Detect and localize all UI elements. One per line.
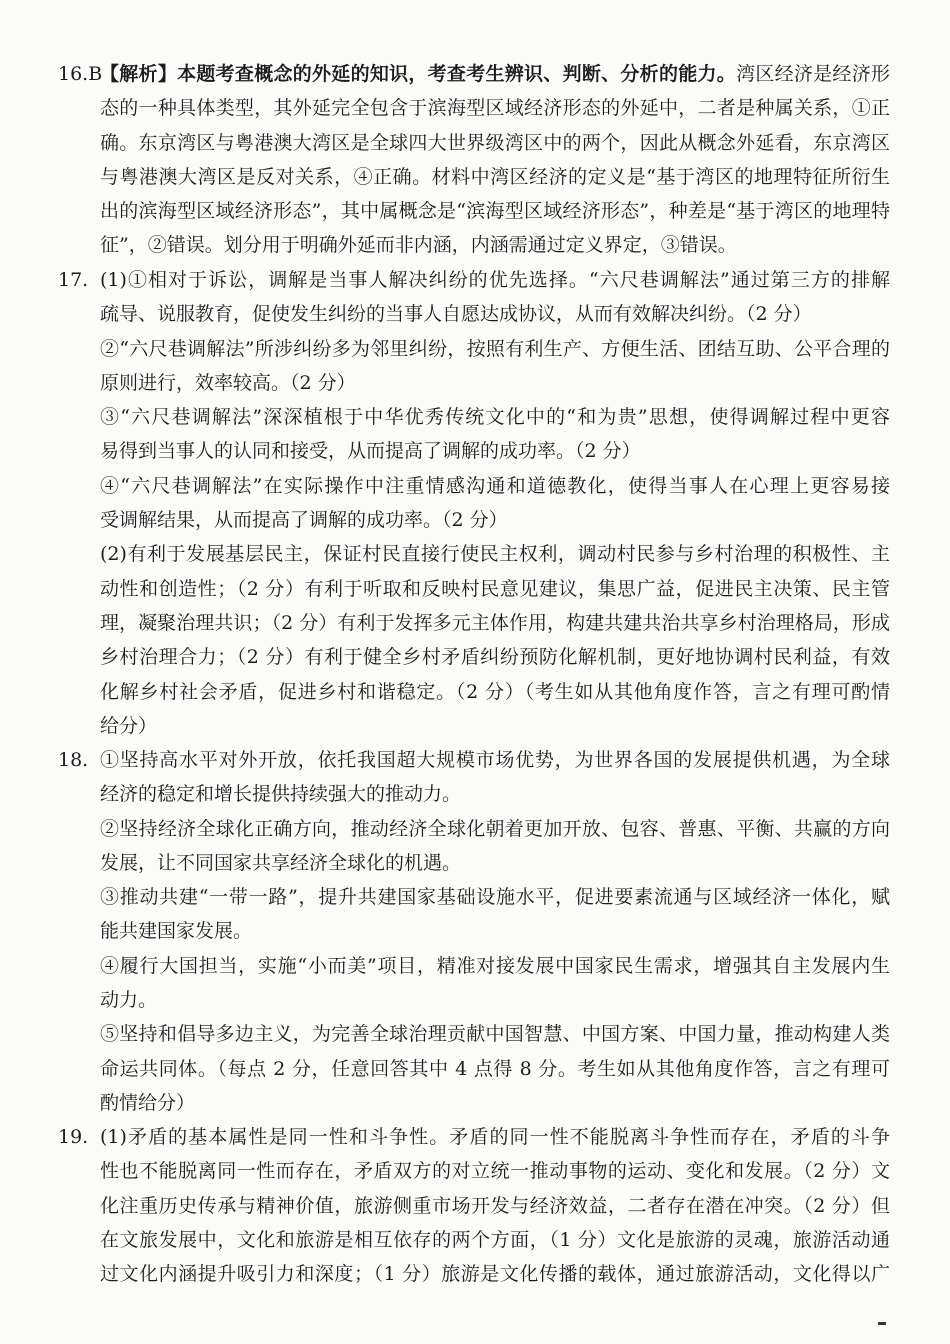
answer-line: 动力。 — [100, 989, 158, 1012]
answer-line: ④履行大国担当，实施“小而美”项目，精准对接发展中国家民生需求，增强其自主发展内生 — [100, 954, 890, 977]
answer-line: (1)矛盾的基本属性是同一性和斗争性。矛盾的同一性不能脱离斗争性而存在，矛盾的斗争 — [100, 1126, 890, 1148]
answer-line: 酌情给分） — [100, 1091, 196, 1114]
answer-line: 理，凝聚治理共识；（2 分）有利于发挥多元主体作用，构建共建共治共享乡村治理格局，形成 — [100, 611, 890, 634]
answer-line: (1)①相对于诉讼，调解是当事人解决纠纷的优先选择。“六尺巷调解法”通过第三方的排解 — [100, 269, 890, 291]
answer-line: 态的一种具体类型，其外延完全包含于滨海型区域经济形态的外延中，二者是种属关系，①正 — [100, 97, 890, 120]
answer-line: 化解乡村社会矛盾，促进乡村和谐稳定。（2 分）（考生如从其他角度作答，言之有理可酌情 — [100, 680, 890, 703]
question-number: 19. — [58, 1126, 89, 1148]
answer-text — [100, 57, 890, 263]
analysis-heading: 【解析】本题考查概念的外延的知识，考查考生辨识、判断、分析的能力。 — [100, 63, 737, 85]
answer-line: 与粤港澳大湾区是反对关系，④正确。材料中湾区经济的定义是“基于湾区的地理特征所衍生 — [100, 165, 890, 188]
answer-line: ②坚持经济全球化正确方向，推动经济全球化朝着更加开放、包容、普惠、平衡、共赢的方向 — [100, 817, 890, 840]
answer-line: 原则进行，效率较高。（2 分） — [100, 371, 356, 394]
question-number: 18. — [58, 749, 89, 771]
answer-line: 性也不能脱离同一性而存在，矛盾双方的对立统一推动事物的运动、变化和发展。（2 分）文 — [100, 1160, 890, 1183]
answer-text — [100, 1120, 890, 1291]
answer-line: 乡村治理合力；（2 分）有利于健全乡村矛盾纠纷预防化解机制，更好地协调村民利益，有效 — [100, 646, 890, 669]
answer-line: 能共建国家发展。 — [100, 920, 253, 943]
answer-line: 经济的稳定和增长提供持续强大的推动力。 — [100, 783, 462, 806]
answer-line: 确。东京湾区与粤港澳大湾区是全球四大世界级湾区中的两个，因此从概念外延看，东京湾区 — [100, 131, 890, 154]
answer-line: ⑤坚持和倡导多边主义，为完善全球治理贡献中国智慧、中国方案、中国力量，推动构建人类 — [100, 1023, 890, 1046]
answer-text — [100, 743, 890, 1120]
answer-line: 受调解结果，从而提高了调解的成功率。（2 分） — [100, 509, 508, 532]
answer-line: ③推动共建“一带一路”，提升共建国家基础设施水平，促进要素流通与区域经济一体化，赋 — [100, 886, 890, 909]
answer-line — [100, 57, 890, 91]
answer-line: 征”，②错误。划分用于明确外延而非内涵，内涵需通过定义界定，③错误。 — [100, 234, 737, 257]
question-number: 16.B — [58, 63, 103, 85]
answer-text — [100, 263, 890, 743]
answer-line: (2)有利于发展基层民主，保证村民直接行使民主权利，调动村民参与乡村治理的积极性、主 — [100, 543, 890, 566]
answer-line: ②“六尺巷调解法”所涉纠纷多为邻里纠纷，按照有利生产、方便生活、团结互助、公平合理的 — [100, 337, 890, 360]
answer-line: ④“六尺巷调解法”在实际操作中注重情感沟通和道德教化，使得当事人在心理上更容易接 — [100, 474, 890, 497]
answer-line: 给分） — [100, 714, 158, 737]
answer-line-text: 湾区经济是经济形 — [736, 63, 890, 85]
answer-line: ①坚持高水平对外开放，依托我国超大规模市场优势，为世界各国的发展提供机遇，为全球 — [100, 749, 890, 771]
answer-line: 易得到当事人的认同和接受，从而提高了调解的成功率。（2 分） — [100, 440, 641, 463]
answer-line: ③“六尺巷调解法”深深植根于中华优秀传统文化中的“和为贵”思想，使得调解过程中更容 — [100, 406, 890, 429]
answer-line: 动性和创造性；（2 分）有利于听取和反映村民意见建议，集思广益，促进民主决策、民主管 — [100, 577, 890, 600]
answer-line: 发展，让不同国家共享经济全球化的机遇。 — [100, 851, 462, 874]
answer-line: 疏导、说服教育，促使发生纠纷的当事人自愿达成协议，从而有效解决纠纷。（2 分） — [100, 303, 812, 326]
answer-line: 在文旅发展中，文化和旅游是相互依存的两个方面，（1 分）文化是旅游的灵魂，旅游活动通 — [100, 1228, 890, 1251]
answer-line: 过文化内涵提升吸引力和深度；（1 分）旅游是文化传播的载体，通过旅游活动，文化得以广 — [100, 1263, 890, 1286]
page-mark — [878, 1322, 886, 1325]
answer-line: 命运共同体。（每点 2 分，任意回答其中 4 点得 8 分。考生如从其他角度作答，言之有理可 — [100, 1057, 890, 1080]
answer-line: 出的滨海型区域经济形态”，其中属概念是“滨海型区域经济形态”，种差是“基于湾区的地理特 — [100, 200, 890, 223]
question-number: 17. — [58, 269, 89, 291]
answer-line: 化注重历史传承与精神价值，旅游侧重市场开发与经济效益，二者存在潜在冲突。（2 分）但 — [100, 1194, 890, 1217]
